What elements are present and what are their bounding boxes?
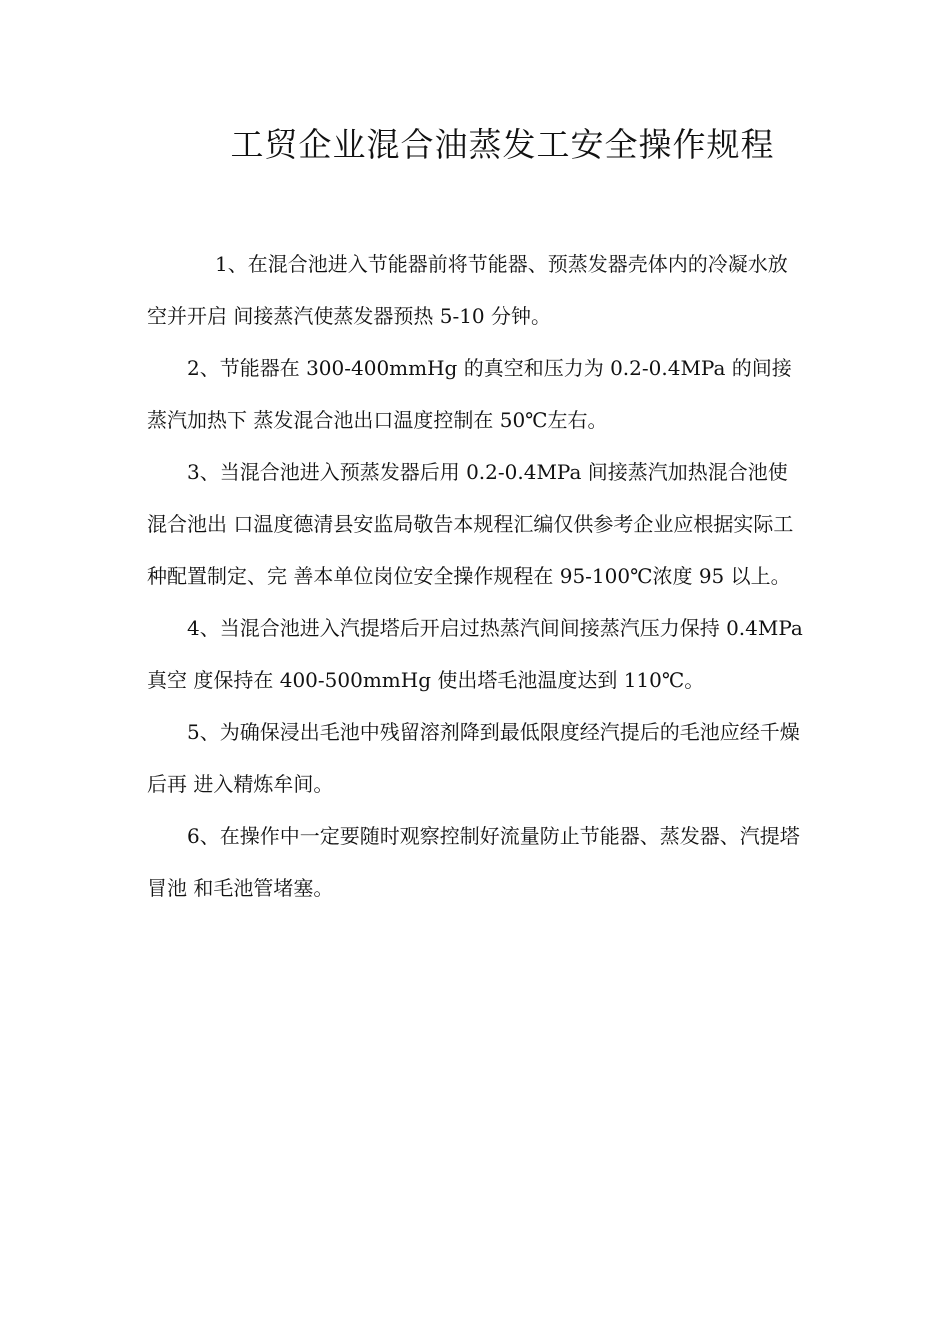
paragraph-1: 1、在混合池进入节能器前将节能器、预蒸发器壳体内的冷凝水放空并开启 间接蒸汽使蒸发器预热 5-10 分钟。 — [147, 252, 788, 328]
paragraph-3: 3、当混合池进入预蒸发器后用 0.2-0.4MPa 间接蒸汽加热混合池使混合池出 口温度德清县安监局敬告本规程汇编仅供参考企业应根据实际工种配置制定、完 善本单位岗位安全操作规程在 95-100℃浓度 95 以上。 — [147, 460, 794, 588]
paragraph-6: 6、在操作中一定要随时观察控制好流量防止节能器、蒸发器、汽提塔冒池 和毛池管堵塞。 — [147, 824, 800, 900]
page-title: 工贸企业混合油蒸发工安全操作规程 — [230, 125, 775, 164]
paragraph-4: 4、当混合池进入汽提塔后开启过热蒸汽间间接蒸汽压力保持 0.4MPa 真空 度保持在 400-500mmHg 使出塔毛池温度达到 110℃。 — [147, 616, 810, 692]
document-body — [147, 238, 810, 914]
paragraph-2: 2、节能器在 300-400mmHg 的真空和压力为 0.2-0.4MPa 的间接蒸汽加热下 蒸发混合池出口温度控制在 50℃左右。 — [147, 356, 792, 432]
paragraph-5: 5、为确保浸出毛池中残留溶剂降到最低限度经汽提后的毛池应经千燥后再 进入精炼牟间。 — [147, 720, 800, 796]
